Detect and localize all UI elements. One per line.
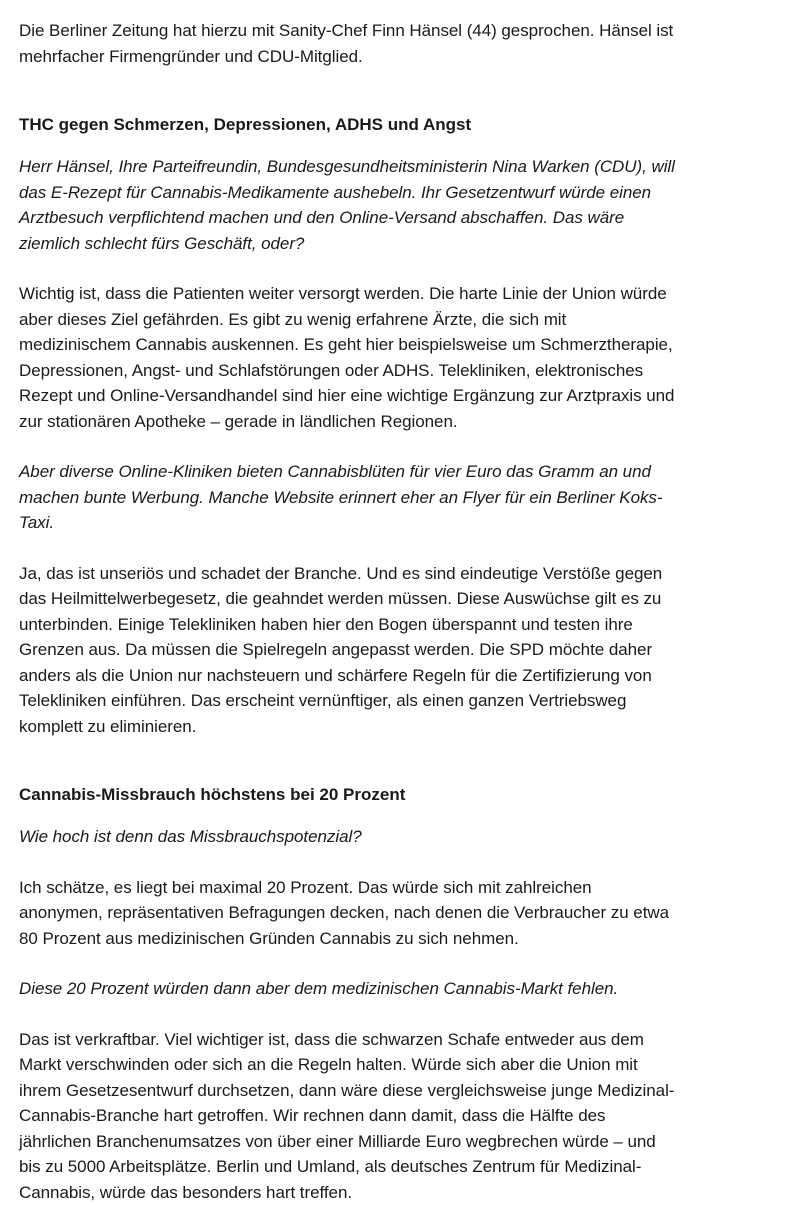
interview-answer: Wichtig ist, dass die Patienten weiter versorgt werden. Die harte Linie der Union würde aber dieses Ziel gefährden. Es gibt zu wenig erfahrene Ärzte, die sich mit medizinischem Cannabis auskennen. Es geht hier beispielsweise um Schmerztherapie, Depressionen, Angst- und Schlafstörungen oder ADHS. Telekliniken, elektronisches Rezept und Online-Versandhandel sind hier eine wichtige Ergänzung zur Arztpraxis und zur stationären Apotheke – gerade in ländlichen Regionen. <box>19 281 679 434</box>
interview-question: Herr Hänsel, Ihre Parteifreundin, Bundesgesundheitsministerin Nina Warken (CDU), will das E-Rezept für Cannabis-Medikamente aushebeln. Ihr Gesetzentwurf würde einen Arztbesuch verpflichtend machen und den Online-Versand abschaffen. Das wäre ziemlich schlecht fürs Geschäft, oder? <box>19 154 679 256</box>
interview-answer: Ja, das ist unseriös und schadet der Branche. Und es sind eindeutige Verstöße gegen das Heilmittelwerbegesetz, die geahndet werden müssen. Diese Auswüchse gilt es zu unterbinden. Einige Telekliniken haben hier den Bogen überspannt und testen ihre Grenzen aus. Da müssen die Spielregeln angepasst werden. Die SPD möchte daher anders als die Union nur nachsteuern und schärfere Regeln für die Zertifizierung von Telekliniken einführen. Das erscheint vernünftiger, als einen ganzen Vertriebsweg komplett zu eliminieren. <box>19 561 679 740</box>
intro-paragraph: Die Berliner Zeitung hat hierzu mit Sanity-Chef Finn Hänsel (44) gesprochen. Hänsel ist mehrfacher Firmengründer und CDU-Mitglied. <box>19 18 679 69</box>
interview-answer: Ich schätze, es liegt bei maximal 20 Prozent. Das würde sich mit zahlreichen anonymen, repräsentativen Befragungen decken, nach denen die Verbraucher zu etwa 80 Prozent aus medizinischen Gründen Cannabis zu sich nehmen. <box>19 875 679 952</box>
section-heading-thc: THC gegen Schmerzen, Depressionen, ADHS und Angst <box>19 112 679 137</box>
interview-question: Diese 20 Prozent würden dann aber dem medizinischen Cannabis-Markt fehlen. <box>19 976 679 1002</box>
interview-question: Aber diverse Online-Kliniken bieten Cannabisblüten für vier Euro das Gramm an und machen bunte Werbung. Manche Website erinnert eher an Flyer für ein Berliner Koks-Taxi. <box>19 459 679 536</box>
article-body <box>19 18 679 1205</box>
interview-question: Wie hoch ist denn das Missbrauchspotenzial? <box>19 824 679 850</box>
interview-answer: Das ist verkraftbar. Viel wichtiger ist, dass die schwarzen Schafe entweder aus dem Markt verschwinden oder sich an die Regeln halten. Würde sich aber die Union mit ihrem Gesetzesentwurf durchsetzen, dann wäre diese vergleichsweise junge Medizinal-Cannabis-Branche hart getroffen. Wir rechnen dann damit, dass die Hälfte des jährlichen Branchenumsatzes von über einer Milliarde Euro wegbrechen würde – und bis zu 5000 Arbeitsplätze. Berlin und Umland, als deutsches Zentrum für Medizinal-Cannabis, würde das besonders hart treffen. <box>19 1027 679 1205</box>
section-heading-missbrauch: Cannabis-Missbrauch höchstens bei 20 Prozent <box>19 782 679 807</box>
